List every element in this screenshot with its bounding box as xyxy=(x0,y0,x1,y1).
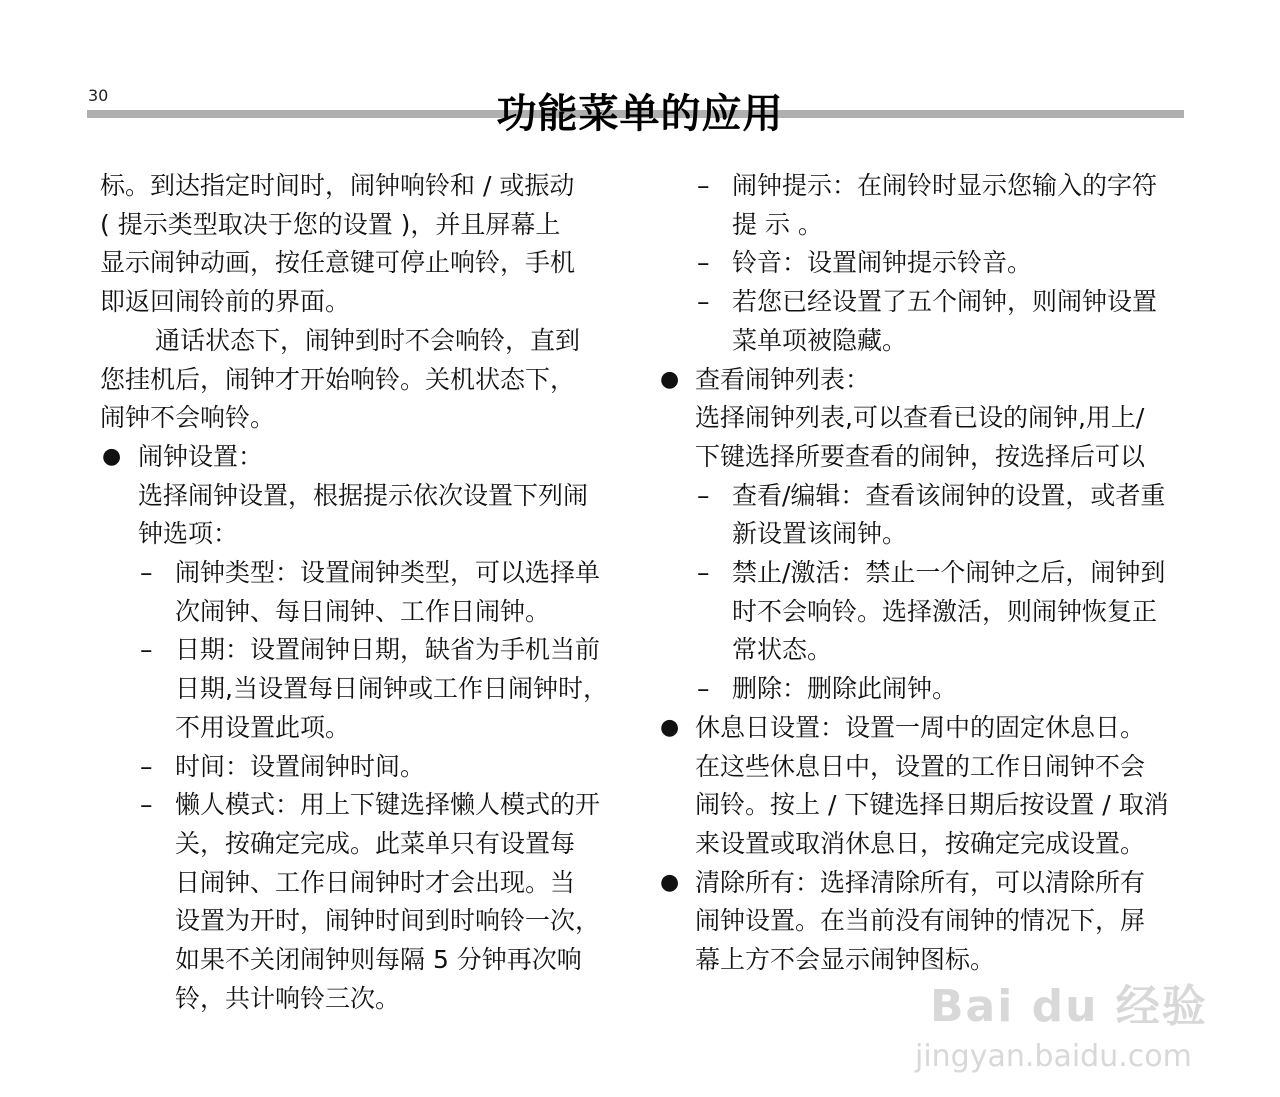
dash-marker: – xyxy=(140,790,153,820)
dash-marker: – xyxy=(697,480,710,510)
text-line: 在这些休息日中，设置的工作日闹钟不会 xyxy=(695,751,1146,781)
text-line: 关，按确定完成。此菜单只有设置每 xyxy=(175,828,576,858)
text-line: 次闹钟、每日闹钟、工作日闹钟。 xyxy=(175,596,551,626)
bullet-icon: ● xyxy=(102,443,122,469)
text-line: ( 提示类型取决于您的设置 )，并且屏幕上 xyxy=(100,209,561,239)
text-line: 闹钟设置。在当前没有闹钟的情况下，屏 xyxy=(695,906,1146,936)
dash-marker: – xyxy=(697,171,710,200)
text-line: 幕上方不会显示闹钟图标。 xyxy=(695,945,996,974)
text-line: 查看闹钟列表： xyxy=(695,364,871,394)
text-line: 您挂机后，闹钟才开始响铃。关机状态下， xyxy=(100,364,576,394)
text-line: 日期：设置闹钟日期，缺省为手机当前 xyxy=(175,635,601,665)
text-line: 删除：删除此闹钟。 xyxy=(732,674,958,704)
page-title: 功能菜单的应用 xyxy=(496,91,784,137)
text-line: 通话状态下，闹钟到时不会响铃，直到 xyxy=(155,325,581,355)
text-line: 时不会响铃。选择激活，则闹钟恢复正 xyxy=(732,596,1158,626)
text-line: 闹钟类型：设置闹钟类型，可以选择单 xyxy=(175,558,601,587)
dash-marker: – xyxy=(697,558,710,587)
text-line: 日闹钟、工作日闹钟时才会出现。当 xyxy=(175,867,576,897)
text-line: 若您已经设置了五个闹钟，则闹钟设置 xyxy=(732,287,1158,317)
baidu-watermark-url: jingyan.baidu.com xyxy=(915,1039,1192,1074)
text-line: 闹铃。按上 / 下键选择日期后按设置 / 取消 xyxy=(695,790,1169,820)
text-line: 休息日设置：设置一周中的固定休息日。 xyxy=(695,712,1146,742)
text-line: 时间：设置闹钟时间。 xyxy=(175,751,426,781)
dash-marker: – xyxy=(697,674,710,704)
text-line: 闹钟提示：在闹铃时显示您输入的字符 xyxy=(732,171,1158,200)
text-line: 即返回闹铃前的界面。 xyxy=(100,287,351,317)
text-line: 菜单项被隐藏。 xyxy=(732,325,908,355)
text-line: 选择闹钟设置，根据提示依次设置下列闹 xyxy=(138,480,589,510)
dash-marker: – xyxy=(140,558,153,587)
bullet-icon: ● xyxy=(660,366,680,392)
dash-marker: – xyxy=(697,287,710,317)
baidu-watermark-logo: Bai du 经验 xyxy=(930,981,1208,1032)
dash-marker: – xyxy=(140,635,153,665)
text-line: 提 示 。 xyxy=(732,209,823,239)
text-line: 闹钟不会响铃。 xyxy=(100,403,276,433)
text-line: 不用设置此项。 xyxy=(175,712,351,742)
text-line: 设置为开时，闹钟时间到时响铃一次， xyxy=(175,906,601,936)
text-line: 懒人模式：用上下键选择懒人模式的开 xyxy=(175,790,601,820)
text-line: 新设置该闹钟。 xyxy=(732,519,908,549)
text-line: 常状态。 xyxy=(732,635,833,665)
text-line: 禁止/激活：禁止一个闹钟之后，闹钟到 xyxy=(732,558,1166,587)
text-line: 铃音：设置闹钟提示铃音。 xyxy=(732,248,1033,278)
text-line: 选择闹钟列表,可以查看已设的闹钟,用上/ xyxy=(695,403,1145,433)
text-line: 查看/编辑：查看该闹钟的设置，或者重 xyxy=(732,480,1166,510)
text-line: 显示闹钟动画，按任意键可停止响铃，手机 xyxy=(100,248,576,278)
text-line: 下键选择所要查看的闹钟，按选择后可以 xyxy=(695,441,1146,471)
dash-marker: – xyxy=(697,248,710,278)
text-line: 清除所有：选择清除所有，可以清除所有 xyxy=(695,867,1146,897)
bullet-icon: ● xyxy=(660,714,680,740)
text-line: 铃，共计响铃三次。 xyxy=(175,983,401,1013)
page-number: 30 xyxy=(88,86,109,105)
text-line: 日期,当设置每日闹钟或工作日闹钟时， xyxy=(175,674,608,704)
text-line: 闹钟设置： xyxy=(138,441,264,471)
text-line: 标。到达指定时间时，闹钟响铃和 / 或振动 xyxy=(100,171,575,200)
bullet-icon: ● xyxy=(660,869,680,895)
dash-marker: – xyxy=(140,751,153,781)
text-line: 钟选项： xyxy=(138,519,239,549)
text-line: 如果不关闭闹钟则每隔 5 分钟再次响 xyxy=(175,945,582,974)
text-line: 来设置或取消休息日，按确定完成设置。 xyxy=(695,828,1146,858)
